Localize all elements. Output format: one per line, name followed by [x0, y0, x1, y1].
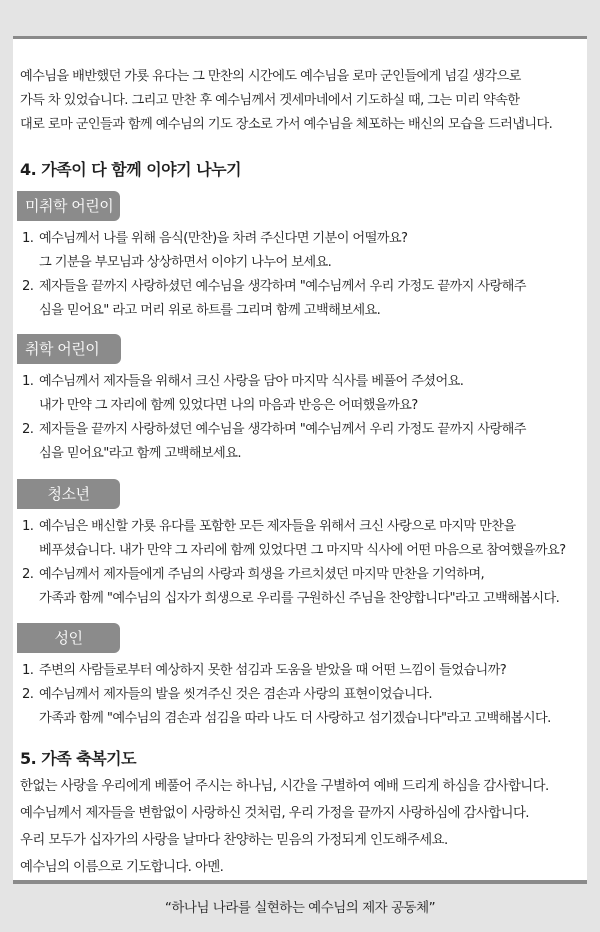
prayer-line: 우리 모두가 십자가의 사랑을 날마다 찬양하는 믿음의 가정되게 인도해주세요. [20, 833, 448, 848]
school-age-items [22, 370, 584, 466]
list-item: 1. 예수님께서 제자들을 위해서 크신 사랑을 담아 마지막 식사를 베풀어 주셨어요. 내가 만약 그 자리에 함께 있었다면 나의 마음과 반응은 어떠했을까요? [22, 374, 464, 413]
list-item: 2. 예수님께서 제자들에게 주님의 사랑과 희생을 가르치셨던 마지막 만찬을 기억하며, 가족과 함께 "예수님의 십자가 희생으로 우리를 구원하신 주님을 찬양합니다"라고 고백해봅시다. [22, 567, 560, 606]
prayer-line: 예수님께서 제자들을 변함없이 사랑하신 것처럼, 우리 가정을 끝까지 사랑하심에 감사합니다. [20, 806, 529, 821]
footer-slogan: “하나님 나라를 실현하는 예수님의 제자 공동체” [164, 900, 436, 916]
youth-items [22, 515, 584, 611]
document-page [13, 36, 587, 884]
prayer-line: 예수님의 이름으로 기도합니다. 아멘. [20, 860, 224, 875]
badge-school-age: 취학 어린이 [17, 334, 121, 364]
list-item: 2. 제자들을 끝까지 사랑하셨던 예수님을 생각하며 "예수님께서 우리 가정도 끝까지 사랑해주 심을 믿어요"라고 함께 고백해보세요. [22, 422, 526, 461]
badge-preschool: 미취학 어린이 [17, 191, 120, 221]
adult-items [22, 659, 584, 731]
list-item: 1. 예수님은 배신할 가룟 유다를 포함한 모든 제자들을 위해서 크신 사랑으로 마지막 만찬을 베푸셨습니다. 내가 만약 그 자리에 함께 있었다면 그 마지막 식사에 어떤 마음으로 참여했을까요? [22, 519, 566, 558]
prayer-line: 한없는 사랑을 우리에게 베풀어 주시는 하나님, 시간을 구별하여 예배 드리게 하심을 감사합니다. [20, 779, 549, 794]
section-5-heading: 5. 가족 축복기도 [20, 749, 137, 768]
preschool-items [22, 227, 584, 323]
intro-line: 가득 차 있었습니다. 그리고 만찬 후 예수님께서 겟세마네에서 기도하실 때, 그는 미리 약속한 [20, 93, 520, 108]
list-item: 1. 주변의 사람들로부터 예상하지 못한 섬김과 도움을 받았을 때 어떤 느낌이 들었습니까? [22, 663, 507, 678]
badge-adult: 성인 [17, 623, 120, 653]
list-item: 1. 예수님께서 나를 위해 음식(만찬)을 차려 주신다면 기분이 어떨까요? 그 기분을 부모님과 상상하면서 이야기 나누어 보세요. [22, 231, 408, 270]
intro-line: 예수님을 배반했던 가룟 유다는 그 만찬의 시간에도 예수님을 로마 군인들에게 넘길 생각으로 [20, 69, 521, 84]
blessing-prayer [20, 773, 586, 881]
list-item: 2. 제자들을 끝까지 사랑하셨던 예수님을 생각하며 "예수님께서 우리 가정도 끝까지 사랑해주 심을 믿어요" 라고 머리 위로 하트를 그리며 함께 고백해보세요. [22, 279, 526, 318]
badge-youth: 청소년 [17, 479, 120, 509]
intro-line: 대로 로마 군인들과 함께 예수님의 기도 장소로 가서 예수님을 체포하는 배신의 모습을 드러냅니다. [20, 117, 553, 132]
list-item: 2. 예수님께서 제자들의 발을 씻겨주신 것은 겸손과 사랑의 표현이었습니다. 가족과 함께 "예수님의 겸손과 섬김을 따라 나도 더 사랑하고 섬기겠습니다"라고 고백해봅시다. [22, 687, 551, 726]
section-4-heading: 4. 가족이 다 함께 이야기 나누기 [20, 160, 242, 179]
intro-paragraph [20, 65, 586, 137]
